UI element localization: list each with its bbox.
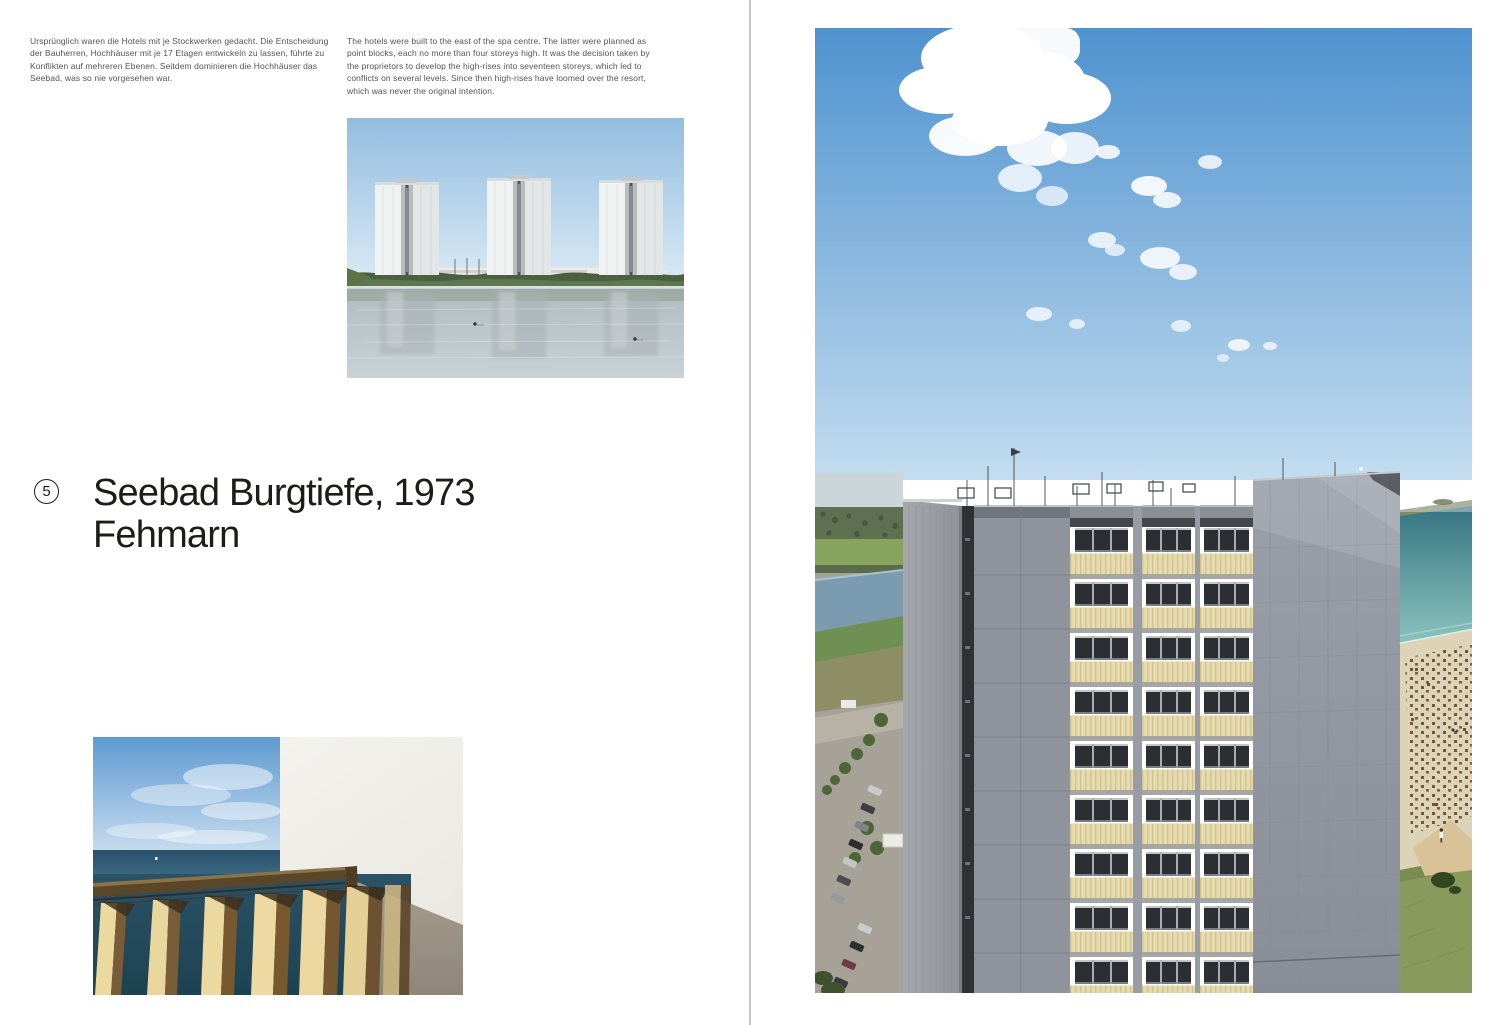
- towers: [375, 175, 663, 275]
- roof-railings: [958, 482, 1195, 498]
- caption-german: Ursprünglich waren die Hotels mit je Stockwerken gedacht. Die Entscheidung der Bauherren, Hochhäuser mit je 17 Etagen entwickeln zu lassen, führte zu Konflikten auf mehreren Ebenen. Seitdem dominieren die Hochhäuser das Seebad, was so nie vorgesehen war.: [30, 35, 329, 84]
- photo-balcony-louvres: [93, 737, 463, 995]
- highrise-building: [903, 448, 1400, 993]
- seagull: [1359, 467, 1363, 471]
- page-title: [93, 472, 475, 556]
- beach-and-sea: [1400, 498, 1472, 993]
- page-title-line2: Fehmarn: [93, 514, 240, 556]
- balcony-strip: [1200, 505, 1253, 993]
- entry-number-badge: 5: [34, 479, 59, 504]
- spread-spine-divider: [749, 0, 751, 1025]
- water: [347, 286, 684, 378]
- left-landscape: [815, 473, 903, 993]
- balcony-strip: [1070, 505, 1133, 993]
- sky: [815, 28, 1472, 480]
- photo-three-towers: [347, 118, 684, 378]
- balcony-strip: [1142, 505, 1195, 993]
- page-title-line1: Seebad Burgtiefe, 1973: [93, 472, 475, 514]
- caption-english: The hotels were built to the east of the spa centre. The latter were planned as point blocks, each no more than four storeys high. It was the decision taken by the proprietors to develop the high-rises into seventeen storeys, which led to conflicts on several levels. Since then high-rises have loomed over the resort, which was never the original intention.: [347, 35, 650, 96]
- photo-highrise-aerial: [815, 28, 1472, 993]
- beach-chairs: [1405, 644, 1472, 834]
- sky-sea-view: [93, 737, 281, 874]
